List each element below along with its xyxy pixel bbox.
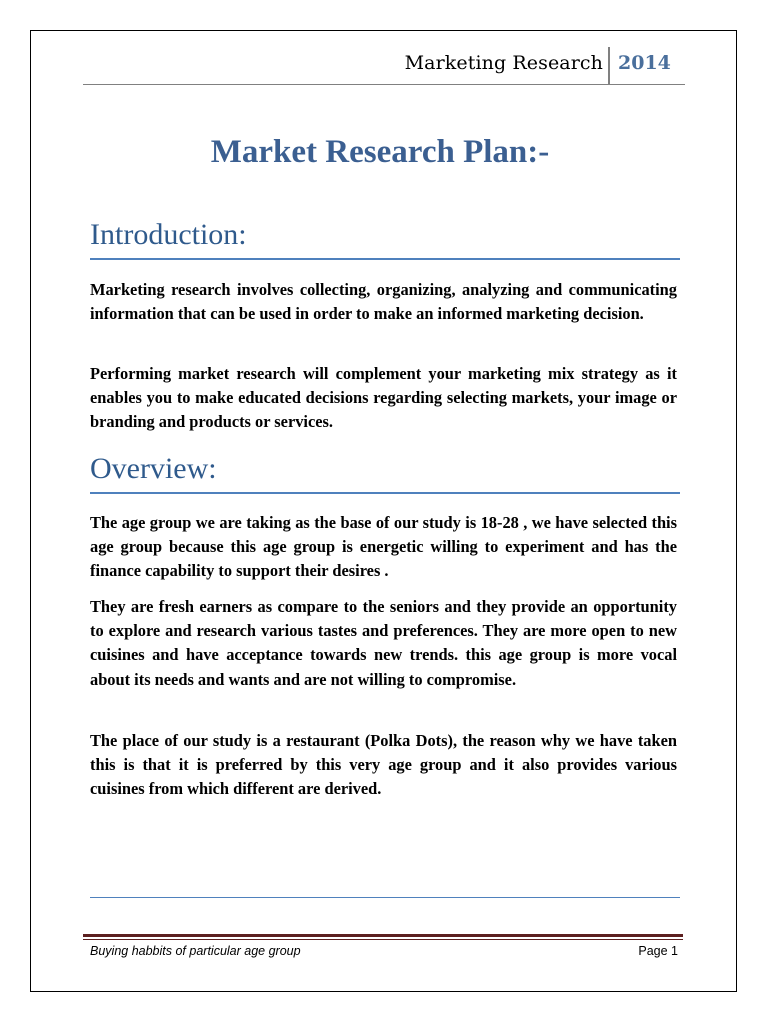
paragraph-overview-1: The age group we are taking as the base of our study is 18-28 , we have selected this age group because this age group is energetic willing to experiment and has the finance capability to support their desires . (90, 513, 677, 581)
header-year: 2014 (618, 52, 671, 74)
section-rule-introduction (90, 258, 680, 260)
footer-rule-thin (83, 939, 683, 940)
footer-page-number: Page 1 (638, 944, 678, 958)
header-separator (608, 47, 610, 85)
paragraph-overview-2: They are fresh earners as compare to the seniors and they provide an opportunity to explore and research various tastes and preferences. They are more open to new cuisines and have acceptance towards new trends. this age group is more vocal about its needs and wants and are not willing to compromise. (90, 597, 677, 689)
header-title: Marketing Research (404, 52, 603, 74)
footer-divider (90, 897, 680, 898)
paragraph-intro-1: Marketing research involves collecting, organizing, analyzing and communicating information that can be used in order to make an informed marketing decision. (90, 280, 677, 324)
footer-rule-thick (83, 934, 683, 937)
section-rule-overview (90, 492, 680, 494)
section-heading-introduction: Introduction: (90, 218, 247, 251)
paragraph-intro-2: Performing market research will complement your marketing mix strategy as it enables you to make educated decisions regarding selecting markets, your image or branding and products or services. (90, 364, 677, 432)
paragraph-overview-3: The place of our study is a restaurant (Polka Dots), the reason why we have taken this is that it is preferred by this very age group and it also provides various cuisines from which different are derived. (90, 731, 677, 799)
section-heading-overview: Overview: (90, 452, 217, 485)
header-rule (83, 84, 685, 85)
footer-document-subtitle: Buying habbits of particular age group (90, 944, 301, 958)
document-title: Market Research Plan:- (210, 134, 550, 170)
